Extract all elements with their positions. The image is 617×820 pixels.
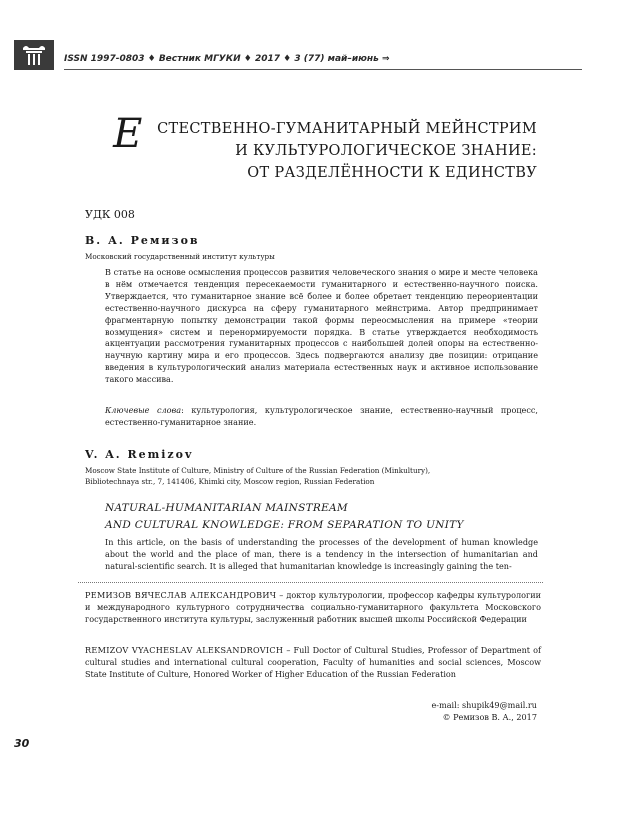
bio-name-ru: РЕМИЗОВ ВЯЧЕСЛАВ АЛЕКСАНДРОВИЧ — [85, 590, 277, 600]
title-line-3: ОТ РАЗДЕЛЁННОСТИ К ЕДИНСТВУ — [247, 165, 537, 181]
keywords-ru — [105, 405, 538, 429]
bio-name-en: REMIZOV VYACHESLAV ALEKSANDROVICH — [85, 645, 284, 655]
bio-text-en: – Full Doctor of Cultural Studies, Professor of Department of cultural studies and international cultural cooperation, Faculty of humanities and social sciences, Moscow State Institute of Culture, Honored Worker of Higher Education of the Russian Federation — [85, 645, 541, 679]
keywords-label: Ключевые слова — [105, 405, 182, 415]
affiliation-ru: Московский государственный институт культуры — [85, 252, 275, 261]
title-line-2: И КУЛЬТУРОЛОГИЧЕСКОЕ ЗНАНИЕ: — [235, 143, 537, 159]
author-email: e-mail: shupik49@mail.ru — [431, 700, 537, 710]
title-en-line-2: AND CULTURAL KNOWLEDGE: FROM SEPARATION TO UNITY — [105, 519, 464, 531]
title-initial: Е — [113, 111, 143, 157]
author-bio-ru — [85, 590, 541, 626]
keywords-text: : культурология, культурологическое знание, естественно-научный процесс, естественно-гуманитарное знание. — [105, 405, 538, 427]
udk-code: УДК 008 — [85, 208, 135, 221]
abstract-en: In this article, on the basis of understanding the processes of the development of human knowledge about the world and the place of man, there is a tendency in the intersection of humanitarian and natural-scientific search. It is alleged that humanitarian knowledge is increasingly gaining the ten- — [105, 537, 538, 571]
page-number: 30 — [14, 737, 30, 750]
author-name-ru: В. А. Ремизов — [85, 234, 200, 247]
footnote-divider — [78, 582, 543, 583]
author-bio-en — [85, 645, 541, 681]
copyright: © Ремизов В. А., 2017 — [442, 712, 537, 722]
affiliation-en-line-1: Moscow State Institute of Culture, Ministry of Culture of the Russian Federation (Minkultury), — [85, 466, 431, 475]
column-capital-icon — [22, 44, 46, 66]
bio-text-ru: – доктор культурологии, профессор кафедры культурологии и международного культурного сотрудничества социально-гуманитарного факультета Московского государственного института культуры, заслуженный работник высшей школы Российской Федерации — [85, 590, 541, 624]
article-title-ru — [113, 111, 537, 184]
author-name-en: V. A. Remizov — [85, 448, 194, 461]
affiliation-en — [85, 465, 525, 487]
header-rule — [64, 69, 582, 70]
affiliation-en-line-2: Bibliotechnaya str., 7, 141406, Khimki city, Moscow region, Russian Federation — [85, 477, 375, 486]
abstract-ru: В статье на основе осмысления процессов развития человеческого знания о мире и месте человека в нём отмечается тенденция пересекаемости гуманитарного и естественно-научного поиска. Утверждается, что гуманитарное знание всё более и более обретает тенденцию переориентации естественно-научного дискурса на сферу гуманитарного мейнстрима. Автор предпринимает фрагментарную попытку демонстрации такой формы переосмысления на примере «теории возмущения» систем и перенормируемости порядка. В статье утверждается необходимость акцентуации рассмотрения гуманитарных процессов с наибольшей долей опоры на естественно-научную картину мира и его процессов. Здесь подвергаются анализу две позиции: отрицание введения в культурологический анализ материала естественных наук и активное использование такого массива. — [105, 267, 538, 385]
article-title-en — [105, 500, 464, 534]
journal-header: ISSN 1997-0803 ♦ Вестник МГУКИ ♦ 2017 ♦ 3 (77) май–июнь ⇒ — [64, 54, 390, 64]
title-en-line-1: NATURAL-HUMANITARIAN MAINSTREAM — [105, 502, 348, 514]
title-line-1-text: СТЕСТВЕННО-ГУМАНИТАРНЫЙ МЕЙНСТРИМ — [157, 121, 537, 137]
